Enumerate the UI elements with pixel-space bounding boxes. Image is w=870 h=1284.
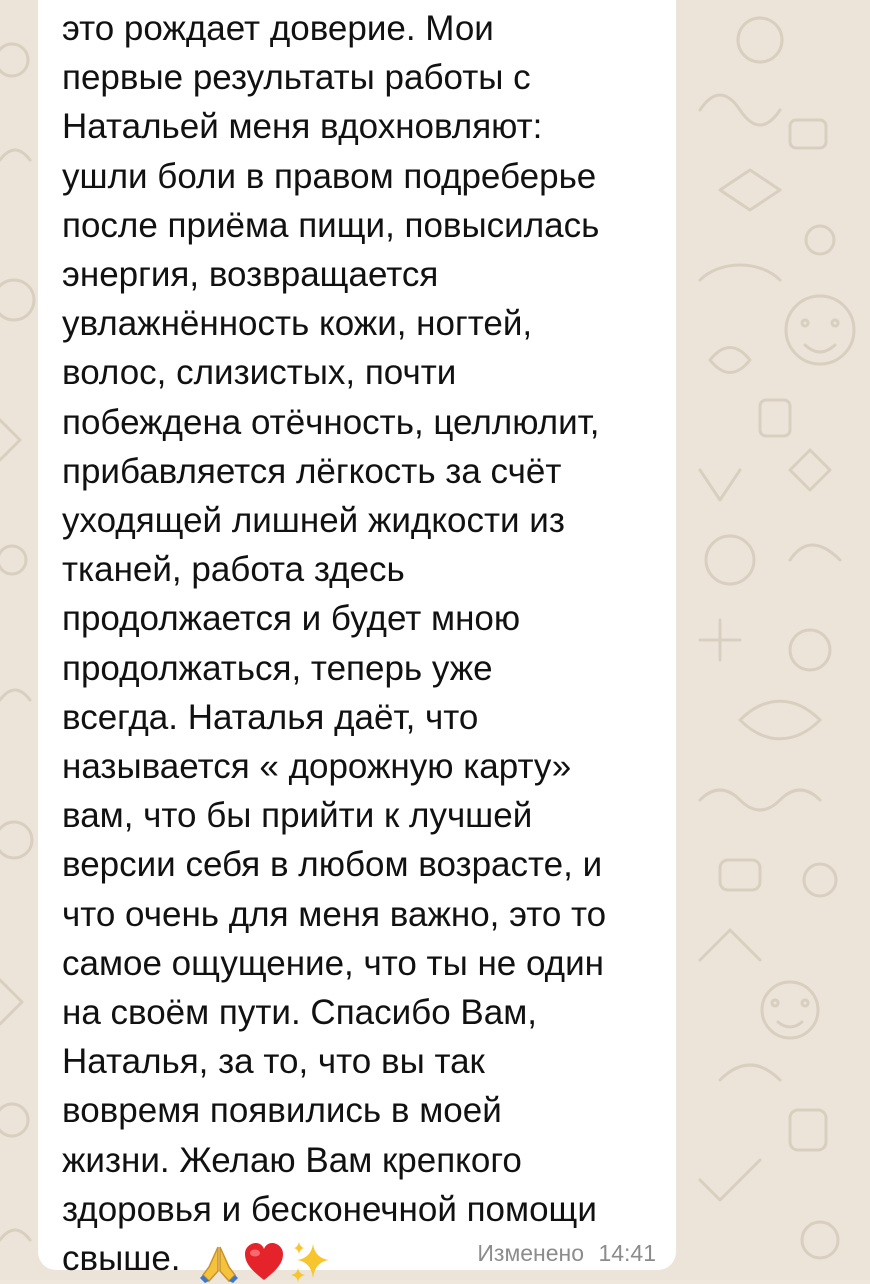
message-line: вовремя появились в моей	[62, 1091, 502, 1131]
message-line: ушли боли в правом подреберье	[62, 156, 597, 196]
message-line: называется « дорожную карту»	[62, 747, 572, 787]
message-line: уходящей лишней жидкости из	[62, 501, 565, 541]
message-line: энергия, возвращается	[62, 255, 439, 295]
message-line: это рождает доверие. Мои	[62, 9, 494, 48]
red-heart-icon	[243, 1242, 285, 1282]
message-time: 14:41	[598, 1240, 656, 1266]
message-line: увлажнённость кожи, ногтей,	[62, 304, 533, 344]
message-line: тканей, работа здесь	[62, 550, 405, 590]
sparkles-icon	[289, 1240, 333, 1284]
message-line: Натальей меня вдохновляют:	[62, 107, 543, 147]
message-line: первые результаты работы с	[62, 58, 531, 98]
edited-label: Изменено	[477, 1240, 585, 1266]
message-line: на своём пути. Спасибо Вам,	[62, 993, 537, 1033]
message-line: побеждена отёчность, целлюлит,	[62, 402, 600, 442]
message-line: жизни. Желаю Вам крепкого	[62, 1140, 522, 1180]
message-text	[62, 4, 672, 1283]
message-line: после приёма пищи, повысилась	[62, 205, 600, 245]
message-meta	[477, 1240, 656, 1267]
emoji-group	[199, 1235, 337, 1279]
message-line: Наталья, за то, что вы так	[62, 1042, 485, 1082]
message-line: прибавляется лёгкость за счёт	[62, 451, 562, 491]
folded-hands-icon	[199, 1241, 239, 1283]
message-line: самое ощущение, что ты не один	[62, 943, 604, 983]
message-line: продолжается и будет мною	[62, 599, 521, 639]
message-line: версии себя в любом возрасте, и	[62, 845, 603, 885]
message-line: что очень для меня важно, это то	[62, 894, 607, 934]
message-line: всегда. Наталья даёт, что	[62, 697, 479, 737]
message-line: вам, что бы прийти к лучшей	[62, 796, 533, 836]
message-line: здоровья и бесконечной помощи	[62, 1189, 597, 1229]
message-line: продолжаться, теперь уже	[62, 648, 493, 688]
message-line: свыше.	[62, 1239, 181, 1279]
message-line: волос, слизистых, почти	[62, 353, 457, 393]
